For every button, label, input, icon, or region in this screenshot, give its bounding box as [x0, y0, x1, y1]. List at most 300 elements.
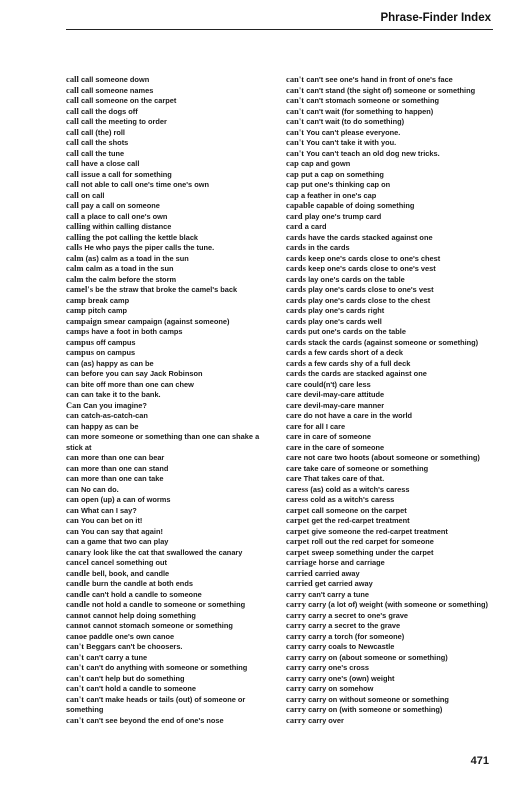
index-headword: cards	[286, 337, 307, 347]
index-entry	[286, 527, 491, 538]
index-phrase: carry over	[308, 715, 344, 725]
index-phrase: do not have a care in the world	[303, 411, 413, 420]
index-entry	[286, 170, 491, 181]
index-phrase: put a cap on something	[300, 169, 384, 179]
index-headword: cards	[286, 264, 307, 273]
index-phrase: can't carry a tune	[308, 589, 370, 599]
index-entry	[286, 495, 491, 506]
index-entry	[66, 590, 271, 601]
index-entry	[66, 453, 271, 464]
index-phrase: (as) cold as a witch's caress	[310, 484, 410, 494]
index-phrase: (as) calm as a toad in the sun	[85, 253, 189, 263]
index-headword: can	[66, 432, 79, 441]
index-headword: cap	[286, 169, 299, 179]
index-headword: cards	[286, 306, 307, 315]
index-entry	[286, 611, 491, 622]
index-phrase: You can bet on it!	[80, 516, 143, 525]
index-headword: calm	[66, 264, 84, 273]
index-phrase: can't make heads or tails (out) of someone or something	[66, 694, 246, 714]
index-phrase: calm as a toad in the sun	[85, 264, 174, 273]
index-headword: call	[66, 169, 79, 179]
index-phrase: not care two hoots (about someone or something)	[303, 453, 480, 462]
index-headword: cancel	[66, 558, 89, 567]
index-phrase: can't carry a tune	[86, 652, 148, 662]
index-phrase: That takes care of that.	[303, 474, 385, 483]
index-entry	[66, 170, 271, 181]
index-headword: carry	[286, 715, 307, 725]
index-headword: cards	[286, 316, 307, 326]
index-entry	[66, 632, 271, 643]
index-entry	[286, 75, 491, 86]
index-headword: calm	[66, 253, 84, 263]
index-headword: can't	[286, 96, 305, 105]
index-headword: can	[66, 358, 79, 368]
index-headword: carriage	[286, 558, 317, 567]
index-entry	[66, 201, 271, 212]
index-entry	[66, 180, 271, 191]
index-entry	[66, 348, 271, 359]
index-phrase: give someone the red-carpet treatment	[311, 526, 448, 536]
index-entry	[286, 117, 491, 128]
index-headword: camp	[66, 295, 86, 305]
index-headword: call	[66, 138, 79, 147]
index-entry	[286, 212, 491, 223]
index-entry	[286, 338, 491, 349]
index-headword: cap	[286, 190, 299, 200]
index-headword: Can	[66, 400, 82, 410]
index-entry	[286, 149, 491, 160]
index-entry	[286, 695, 491, 706]
index-phrase: You can't please everyone.	[306, 127, 401, 137]
index-phrase: He who pays the piper calls the tune.	[84, 243, 215, 252]
index-headword: canary	[66, 547, 92, 557]
index-entry	[286, 222, 491, 233]
index-headword: call	[66, 148, 79, 158]
index-phrase: take care of someone or something	[303, 463, 429, 473]
index-entry	[66, 548, 271, 559]
index-headword: care	[286, 390, 302, 399]
index-entry	[286, 107, 491, 118]
index-entry	[66, 600, 271, 611]
index-phrase: Can you imagine?	[83, 400, 147, 410]
index-phrase: pay a call on someone	[81, 201, 160, 210]
index-entry	[66, 138, 271, 149]
index-phrase: play one's cards close to one's vest	[308, 285, 434, 294]
index-entry	[66, 128, 271, 139]
index-phrase: bell, book, and candle	[91, 568, 170, 578]
index-phrase: a game that two can play	[80, 537, 169, 546]
index-phrase: call (the) roll	[81, 127, 125, 137]
index-phrase: can't hold a candle to someone	[86, 684, 197, 693]
index-entry	[286, 432, 491, 443]
index-entry	[66, 86, 271, 97]
index-phrase: play one's cards right	[308, 306, 385, 315]
index-phrase: carry on (about someone or something)	[308, 652, 448, 662]
index-entry	[286, 233, 491, 244]
index-headword: call	[66, 85, 79, 95]
index-headword: cards	[286, 369, 307, 378]
index-phrase: sweep something under the carpet	[311, 547, 434, 557]
index-entry	[66, 359, 271, 370]
index-headword: can	[66, 474, 79, 483]
index-entry	[286, 369, 491, 380]
index-headword: card	[286, 211, 303, 221]
index-headword: can't	[286, 138, 305, 147]
index-headword: can	[66, 526, 79, 536]
index-entry	[66, 96, 271, 107]
index-phrase: more than one can bear	[80, 453, 165, 462]
index-headword: call	[66, 159, 79, 168]
index-headword: carpet	[286, 547, 310, 557]
index-entry	[286, 485, 491, 496]
index-phrase: cannot stomach someone or something	[92, 621, 233, 630]
index-phrase: carry on somehow	[308, 684, 374, 693]
index-entry	[286, 569, 491, 580]
index-phrase: carry on without someone or something	[308, 694, 449, 704]
index-phrase: can't help but do something	[86, 673, 185, 683]
index-entry	[286, 516, 491, 527]
index-entry	[66, 296, 271, 307]
index-phrase: can't see one's hand in front of one's face	[306, 75, 453, 84]
index-entry	[286, 264, 491, 275]
index-entry	[66, 401, 271, 412]
index-entry	[66, 642, 271, 653]
index-entry	[286, 327, 491, 338]
index-headword: call	[66, 117, 79, 126]
index-headword: carry	[286, 642, 307, 651]
index-entry	[286, 191, 491, 202]
index-phrase: have the cards stacked against one	[308, 232, 433, 242]
index-headword: carry	[286, 610, 307, 620]
index-entry	[66, 243, 271, 254]
index-entry	[66, 474, 271, 485]
index-phrase: have a foot in both camps	[91, 327, 183, 336]
right-index-column	[286, 75, 491, 726]
index-entry	[66, 233, 271, 244]
index-phrase: break camp	[88, 295, 130, 305]
index-phrase: catch-as-catch-can	[80, 411, 148, 420]
index-phrase: lay one's cards on the table	[308, 274, 405, 284]
index-entry	[66, 380, 271, 391]
index-headword: candle	[66, 568, 90, 578]
index-headword: call	[66, 75, 79, 84]
index-headword: calm	[66, 274, 84, 284]
index-phrase: more than one can stand	[80, 463, 169, 473]
index-headword: carpet	[286, 505, 310, 515]
index-phrase: can't stand (the sight of) someone or something	[306, 85, 476, 95]
page-number: 471	[470, 755, 489, 767]
index-headword: care	[286, 474, 302, 483]
index-phrase: a feather in one's cap	[300, 190, 377, 200]
index-headword: can't	[286, 127, 305, 137]
index-entry	[286, 443, 491, 454]
index-entry	[286, 159, 491, 170]
index-phrase: the pot calling the kettle black	[92, 232, 199, 242]
index-entry	[66, 338, 271, 349]
index-phrase: be the straw that broke the camel's back	[95, 285, 238, 294]
index-entry	[66, 537, 271, 548]
index-phrase: can take it to the bank.	[80, 390, 161, 399]
index-headword: can't	[66, 694, 85, 704]
index-phrase: (as) happy as can be	[80, 358, 154, 368]
index-entry	[286, 453, 491, 464]
index-headword: care	[286, 453, 302, 462]
index-phrase: in the cards	[308, 243, 350, 252]
index-entry	[66, 75, 271, 86]
index-entry	[66, 432, 271, 453]
index-entry	[66, 569, 271, 580]
index-entry	[286, 705, 491, 716]
index-entry	[286, 243, 491, 254]
index-phrase: cannot help doing something	[92, 610, 196, 620]
index-headword: cards	[286, 295, 307, 305]
index-entry	[66, 716, 271, 727]
index-entry	[286, 642, 491, 653]
index-headword: camp	[66, 306, 86, 315]
index-headword: can	[66, 495, 79, 504]
index-headword: carry	[286, 705, 307, 714]
index-headword: call	[66, 190, 79, 200]
index-headword: call	[66, 127, 79, 137]
index-phrase: smear campaign (against someone)	[103, 316, 230, 326]
index-phrase: the cards are stacked against one	[308, 369, 427, 378]
index-entry	[66, 611, 271, 622]
index-entry	[66, 495, 271, 506]
index-phrase: get the red-carpet treatment	[311, 516, 410, 525]
index-phrase: could(n't) care less	[303, 379, 371, 389]
index-phrase: a few cards short of a deck	[308, 348, 403, 357]
index-phrase: capable of doing something	[316, 201, 415, 210]
index-phrase: get carried away	[314, 579, 373, 588]
index-phrase: No can do.	[80, 484, 119, 494]
index-phrase: cold as a witch's caress	[310, 495, 395, 504]
index-phrase: burn the candle at both ends	[91, 579, 193, 588]
index-phrase: carry a secret to one's grave	[308, 610, 409, 620]
index-headword: can't	[66, 652, 85, 662]
index-entry	[286, 275, 491, 286]
index-entry	[286, 653, 491, 664]
index-entry	[66, 149, 271, 160]
index-entry	[66, 390, 271, 401]
index-phrase: cap and gown	[300, 159, 351, 168]
index-headword: can	[66, 484, 79, 494]
index-headword: carry	[286, 652, 307, 662]
index-headword: care	[286, 411, 302, 420]
index-entry	[286, 600, 491, 611]
index-phrase: call the meeting to order	[81, 117, 167, 126]
index-entry	[286, 296, 491, 307]
index-entry	[66, 264, 271, 275]
index-entry	[286, 506, 491, 517]
index-headword: can't	[66, 642, 85, 651]
index-entry	[66, 506, 271, 517]
index-entry	[286, 632, 491, 643]
index-entry	[66, 159, 271, 170]
index-entry	[66, 107, 271, 118]
index-phrase: roll out the red carpet for someone	[311, 537, 434, 546]
index-phrase: have a close call	[81, 159, 140, 168]
index-phrase: devil-may-care manner	[303, 400, 385, 410]
index-headword: cannot	[66, 610, 91, 620]
index-headword: cards	[286, 243, 307, 252]
index-phrase: more than one can take	[80, 474, 164, 483]
index-phrase: play one's cards close to the chest	[308, 295, 431, 305]
index-headword: caress	[286, 495, 309, 504]
index-phrase: on campus	[96, 348, 136, 357]
index-entry	[66, 327, 271, 338]
index-entry	[286, 558, 491, 569]
index-headword: cap	[286, 180, 299, 189]
index-entry	[66, 222, 271, 233]
index-entry	[66, 369, 271, 380]
index-entry	[286, 579, 491, 590]
index-entry	[66, 485, 271, 496]
index-phrase: horse and carriage	[318, 558, 385, 567]
index-headword: canoe	[66, 631, 87, 641]
index-headword: cannot	[66, 621, 91, 630]
index-headword: candle	[66, 579, 90, 588]
index-headword: can	[66, 411, 79, 420]
index-headword: calling	[66, 222, 91, 231]
index-phrase: carry (a lot of) weight (with someone or something)	[308, 600, 488, 609]
index-headword: carry	[286, 673, 307, 683]
index-headword: can't	[286, 75, 305, 84]
index-entry	[286, 474, 491, 485]
index-phrase: call the shots	[81, 138, 129, 147]
index-phrase: call the dogs off	[81, 106, 138, 116]
index-phrase: the calm before the storm	[85, 274, 177, 284]
index-phrase: open (up) a can of worms	[80, 495, 171, 504]
index-phrase: call someone names	[81, 85, 154, 95]
index-phrase: can't hold a candle to someone	[91, 589, 202, 599]
index-phrase: carry on (with someone or something)	[308, 705, 443, 714]
index-entry	[66, 464, 271, 475]
index-entry	[66, 212, 271, 223]
index-headword: call	[66, 96, 79, 105]
index-entry	[286, 317, 491, 328]
index-headword: can't	[286, 148, 305, 158]
index-headword: can	[66, 463, 79, 473]
index-phrase: in the care of someone	[303, 442, 385, 452]
index-headword: campus	[66, 348, 95, 357]
index-headword: cap	[286, 159, 299, 168]
index-entry	[66, 674, 271, 685]
index-entry	[286, 663, 491, 674]
index-entry	[66, 254, 271, 265]
index-headword: caress	[286, 484, 309, 494]
index-headword: cards	[286, 327, 307, 336]
index-entry	[66, 275, 271, 286]
index-entry	[286, 306, 491, 317]
index-phrase: call the tune	[81, 148, 125, 158]
index-phrase: before you can say Jack Robinson	[80, 369, 203, 378]
index-headword: can	[66, 505, 79, 515]
index-phrase: play one's cards well	[308, 316, 382, 326]
index-entry	[66, 695, 271, 716]
index-entry	[286, 674, 491, 685]
page-header-title: Phrase-Finder Index	[380, 12, 491, 24]
index-entry	[66, 285, 271, 296]
index-entry	[286, 401, 491, 412]
index-phrase: can't wait (for something to happen)	[306, 106, 434, 116]
index-headword: candle	[66, 589, 90, 599]
index-headword: cards	[286, 232, 307, 242]
index-headword: care	[286, 421, 302, 431]
index-headword: carry	[286, 694, 307, 704]
index-headword: carry	[286, 621, 307, 630]
index-phrase: devil-may-care attitude	[303, 390, 385, 399]
index-phrase: call someone on the carpet	[311, 505, 407, 515]
index-phrase: can't see beyond the end of one's nose	[86, 715, 224, 725]
index-headword: campaign	[66, 316, 102, 326]
index-headword: cards	[286, 358, 307, 368]
index-headword: capable	[286, 201, 315, 210]
index-phrase: carry a torch (for someone)	[308, 631, 405, 641]
index-headword: cards	[286, 274, 307, 284]
index-entry	[286, 254, 491, 265]
index-entry	[66, 306, 271, 317]
index-headword: can	[66, 516, 79, 525]
index-headword: carry	[286, 684, 307, 693]
left-index-column	[66, 75, 271, 726]
index-phrase: can't do anything with someone or something	[86, 663, 248, 672]
index-phrase: Beggars can't be choosers.	[86, 642, 183, 651]
index-headword: camps	[66, 327, 90, 336]
index-phrase: look like the cat that swallowed the canary	[93, 547, 243, 557]
index-entry	[286, 96, 491, 107]
index-headword: call	[66, 180, 79, 189]
index-entry	[286, 86, 491, 97]
index-headword: can	[66, 379, 79, 389]
index-phrase: within calling distance	[92, 222, 172, 231]
index-headword: calls	[66, 243, 83, 252]
index-entry	[286, 684, 491, 695]
index-entry	[286, 348, 491, 359]
header-rule	[66, 29, 493, 30]
index-entry	[66, 621, 271, 632]
index-headword: call	[66, 211, 79, 221]
index-phrase: off campus	[96, 337, 136, 347]
index-entry	[66, 558, 271, 569]
index-entry	[66, 663, 271, 674]
index-phrase: paddle one's own canoe	[89, 631, 175, 641]
index-entry	[286, 128, 491, 139]
index-phrase: in care of someone	[303, 432, 372, 441]
index-phrase: You can't teach an old dog new tricks.	[306, 148, 440, 158]
index-headword: can	[66, 453, 79, 462]
index-headword: cards	[286, 253, 307, 263]
index-phrase: stack the cards (against someone or something)	[308, 337, 479, 347]
index-entry	[66, 516, 271, 527]
index-phrase: call someone on the carpet	[81, 96, 177, 105]
index-entry	[286, 411, 491, 422]
index-entry	[286, 590, 491, 601]
index-phrase: keep one's cards close to one's vest	[308, 264, 436, 273]
index-headword: can't	[66, 715, 85, 725]
index-phrase: carry a secret to the grave	[308, 621, 401, 630]
index-phrase: a card	[304, 222, 327, 231]
index-entry	[286, 548, 491, 559]
index-headword: carry	[286, 631, 307, 641]
index-headword: can	[66, 369, 79, 378]
index-phrase: not hold a candle to someone or something	[91, 600, 246, 609]
index-phrase: carry one's (own) weight	[308, 673, 395, 683]
index-entry	[286, 138, 491, 149]
index-phrase: carried away	[314, 568, 360, 578]
index-entry	[66, 317, 271, 328]
index-phrase: can't stomach someone or something	[306, 96, 440, 105]
index-headword: can	[66, 390, 79, 399]
